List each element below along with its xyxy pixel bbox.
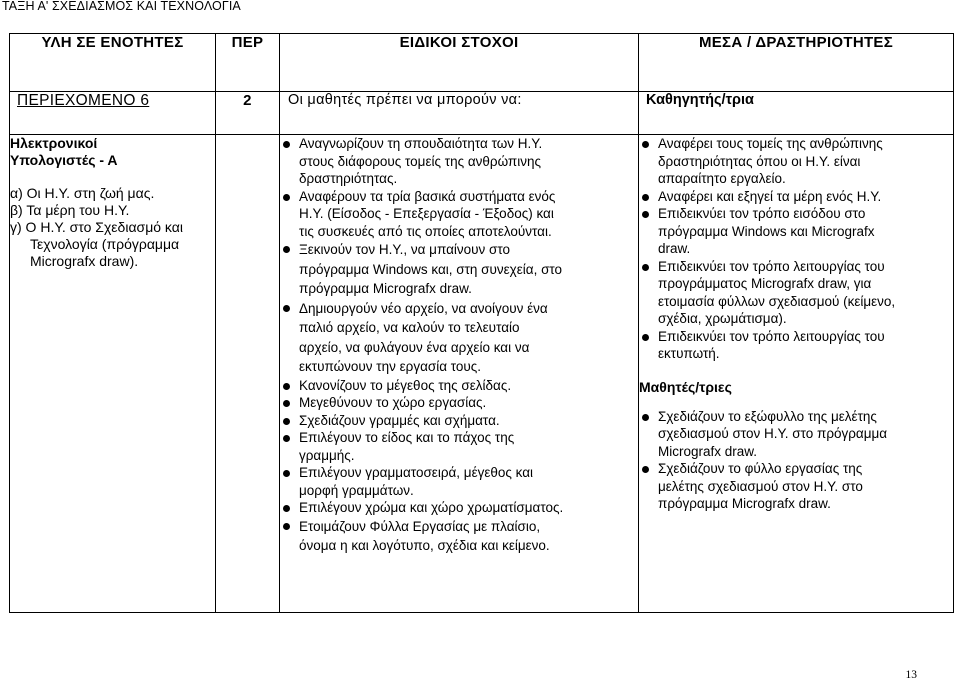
- objective-item-line: Επιλέγουν το είδος και το πάχος της: [299, 430, 515, 445]
- student-activity-item-line: Micrografx draw.: [658, 443, 758, 459]
- objective-item-line: στους διάφορους τομείς της ανθρώπινης: [299, 153, 541, 169]
- objective-item-line: Μεγεθύνουν το χώρο εργασίας.: [299, 395, 487, 410]
- student-activity-item-line: πρόγραμμα Micrografx draw.: [658, 496, 831, 511]
- teacher-activity-item-line: Αναφέρει τους τομείς της ανθρώπινης: [658, 136, 883, 151]
- objective-item-line: αρχείο, να φυλάγουν ένα αρχείο και να: [299, 339, 530, 355]
- objective-item-line: Αναγνωρίζουν τη σπουδαιότητα των Η.Υ.: [299, 136, 543, 151]
- objective-item: [280, 135, 638, 188]
- student-activity-item-line: μελέτης σχεδιασμού στον Η.Υ. στο: [658, 478, 863, 494]
- objective-item: [280, 412, 638, 430]
- student-activity-item: [639, 460, 953, 513]
- objective-item-line: Ετοιμάζουν Φύλλα Εργασίας με πλαίσιο,: [299, 518, 541, 534]
- student-activity-item-line: Σχεδιάζουν το εξώφυλλο της μελέτης: [658, 408, 877, 424]
- student-activity-item: [639, 408, 953, 461]
- objective-item-line: Κανονίζουν το μέγεθος της σελίδας.: [299, 377, 512, 393]
- bullet-icon: [283, 418, 290, 425]
- objective-item-line: Δημιουργούν νέο αρχείο, να ανοίγουν ένα: [299, 300, 548, 316]
- teacher-activity-item: [639, 328, 953, 363]
- bullet-icon: [283, 383, 290, 390]
- objectives-cell: [280, 135, 639, 613]
- subheader-row: [10, 92, 954, 135]
- bullet-icon: [283, 246, 290, 253]
- teacher-activity-item-line: δραστηριότητας όπου οι Η.Υ. είναι: [658, 153, 861, 169]
- objective-item-line: Σχεδιάζουν γραμμές και σχήματα.: [299, 412, 500, 428]
- header-content: ΥΛΗ ΣΕ ΕΝΟΤΗΤΕΣ: [10, 34, 216, 92]
- objective-item: [280, 188, 638, 241]
- teacher-activity-item-line: Επιδεικνύει τον τρόπο εισόδου στο: [658, 206, 866, 221]
- bullet-icon: [283, 505, 290, 512]
- teacher-activity-item-line: απαραίτητο εργαλείο.: [658, 171, 786, 186]
- objective-item-line: εκτυπώνουν την εργασία τους.: [299, 359, 482, 374]
- bullet-icon: [642, 264, 649, 271]
- objective-item-line: Η.Υ. (Είσοδος - Επεξεργασία - Έξοδος) και: [299, 206, 554, 221]
- header-objectives: ΕΙΔΙΚΟΙ ΣΤΟΧΟΙ: [280, 34, 639, 92]
- bullet-icon: [283, 194, 290, 201]
- teacher-activity-item-line: draw.: [658, 241, 691, 256]
- objective-item-line: Επιλέγουν γραμματοσειρά, μέγεθος και: [299, 465, 534, 480]
- content-title: ΠΕΡΙΕΧΟΜΕΝΟ 6: [10, 92, 216, 135]
- objective-item-line: όνομα η και λογότυπο, σχέδια και κείμενο.: [299, 538, 550, 553]
- content-line: Τεχνολογία (πρόγραμμα: [30, 236, 180, 252]
- student-activities-list: [639, 408, 953, 513]
- teacher-activity-item: [639, 135, 953, 188]
- header-periods: ΠΕΡ: [216, 34, 280, 92]
- bullet-icon: [642, 334, 649, 341]
- curriculum-table: [9, 33, 954, 613]
- objective-item: [280, 499, 638, 517]
- page-number: 13: [905, 669, 917, 681]
- bullet-icon: [642, 141, 649, 148]
- objective-item: [280, 429, 638, 464]
- objective-item-line: Ξεκινούν τον Η.Υ., να μπαίνουν στο: [299, 242, 510, 257]
- activities-cell: [639, 135, 954, 613]
- page-header: ΤΑΞΗ Α' ΣΧΕΔΙΑΣΜΟΣ ΚΑΙ ΤΕΧΝΟΛΟΓΙΑ: [2, 0, 241, 13]
- objective-item-line: μορφή γραμμάτων.: [299, 482, 414, 498]
- objective-item: [280, 394, 638, 412]
- content-heading-2: Υπολογιστές - Α: [10, 152, 118, 168]
- objectives-intro: Οι μαθητές πρέπει να μπορούν να:: [280, 92, 639, 135]
- objective-item-line: Επιλέγουν χρώμα και χώρο χρωματίσματος.: [299, 500, 564, 515]
- objective-item-line: παλιό αρχείο, να καλούν το τελευταίο: [299, 320, 520, 335]
- objective-item-line: γραμμής.: [299, 447, 355, 463]
- bullet-icon: [283, 470, 290, 477]
- content-cell: [10, 135, 216, 613]
- periods-value: 2: [216, 92, 280, 135]
- main-row: [10, 135, 954, 613]
- teacher-activity-item: [639, 258, 953, 328]
- teacher-activity-item: [639, 188, 953, 206]
- content-line: γ) Ο Η.Υ. στο Σχεδιασμό και: [10, 219, 183, 235]
- teacher-activity-item: [639, 205, 953, 258]
- objective-item-line: πρόγραμμα Micrografx draw.: [299, 281, 472, 296]
- objective-item: [280, 517, 638, 556]
- objectives-list: [280, 135, 638, 556]
- header-activities: ΜΕΣΑ / ΔΡΑΣΤΗΡΙΟΤΗΤΕΣ: [639, 34, 954, 92]
- objective-item: [280, 240, 638, 299]
- objective-item-line: πρόγραμμα Windows και, στη συνεχεία, στο: [299, 261, 563, 277]
- teacher-activity-item-line: εκτυπωτή.: [658, 346, 720, 361]
- objective-item: [280, 299, 638, 377]
- objective-item-line: τις συσκευές από τις οποίες αποτελούνται.: [299, 223, 552, 239]
- bullet-icon: [642, 466, 649, 473]
- teacher-activity-item-line: Επιδεικνύει τον τρόπο λειτουργίας του: [658, 258, 885, 274]
- bullet-icon: [642, 194, 649, 201]
- objective-item-line: Αναφέρουν τα τρία βασικά συστήματα ενός: [299, 188, 556, 204]
- content-line: α) Οι Η.Υ. στη ζωή μας.: [10, 185, 155, 201]
- student-activity-item-line: Σχεδιάζουν το φύλλο εργασίας της: [658, 461, 863, 476]
- bullet-icon: [283, 141, 290, 148]
- objective-item: [280, 377, 638, 395]
- teacher-activity-item-line: πρόγραμμα Windows και Micrografx: [658, 223, 875, 239]
- teacher-activity-item-line: σχέδια, χρωμάτισμα).: [658, 311, 787, 326]
- header-row: [10, 34, 954, 92]
- bullet-icon: [283, 400, 290, 407]
- teacher-activity-item-line: Αναφέρει και εξηγεί τα μέρη ενός Η.Υ.: [658, 188, 882, 204]
- content-line: Micrografx draw).: [30, 253, 139, 269]
- objective-item-line: δραστηριότητας.: [299, 171, 398, 186]
- bullet-icon: [642, 211, 649, 218]
- content-line: β) Τα μέρη του Η.Υ.: [10, 202, 130, 218]
- teacher-activity-item-line: ετοιμασία φύλλων σχεδιασμού (κείμενο,: [658, 293, 896, 309]
- bullet-icon: [283, 523, 290, 530]
- teacher-activities-list: [639, 135, 953, 363]
- objective-item: [280, 464, 638, 499]
- bullet-icon: [283, 435, 290, 442]
- students-label: Μαθητές/τριες: [639, 378, 732, 395]
- bullet-icon: [283, 305, 290, 312]
- teacher-activity-item-line: Επιδεικνύει τον τρόπο λειτουργίας του: [658, 328, 885, 344]
- teacher-label: Καθηγητής/τρια: [639, 92, 954, 135]
- student-activity-item-line: σχεδιασμού στον Η.Υ. στο πρόγραμμα: [658, 426, 888, 441]
- periods-cell: [216, 135, 280, 613]
- content-heading-1: Ηλεκτρονικοί: [10, 135, 98, 151]
- teacher-activity-item-line: προγράμματος Micrografx draw, για: [658, 276, 872, 291]
- bullet-icon: [642, 414, 649, 421]
